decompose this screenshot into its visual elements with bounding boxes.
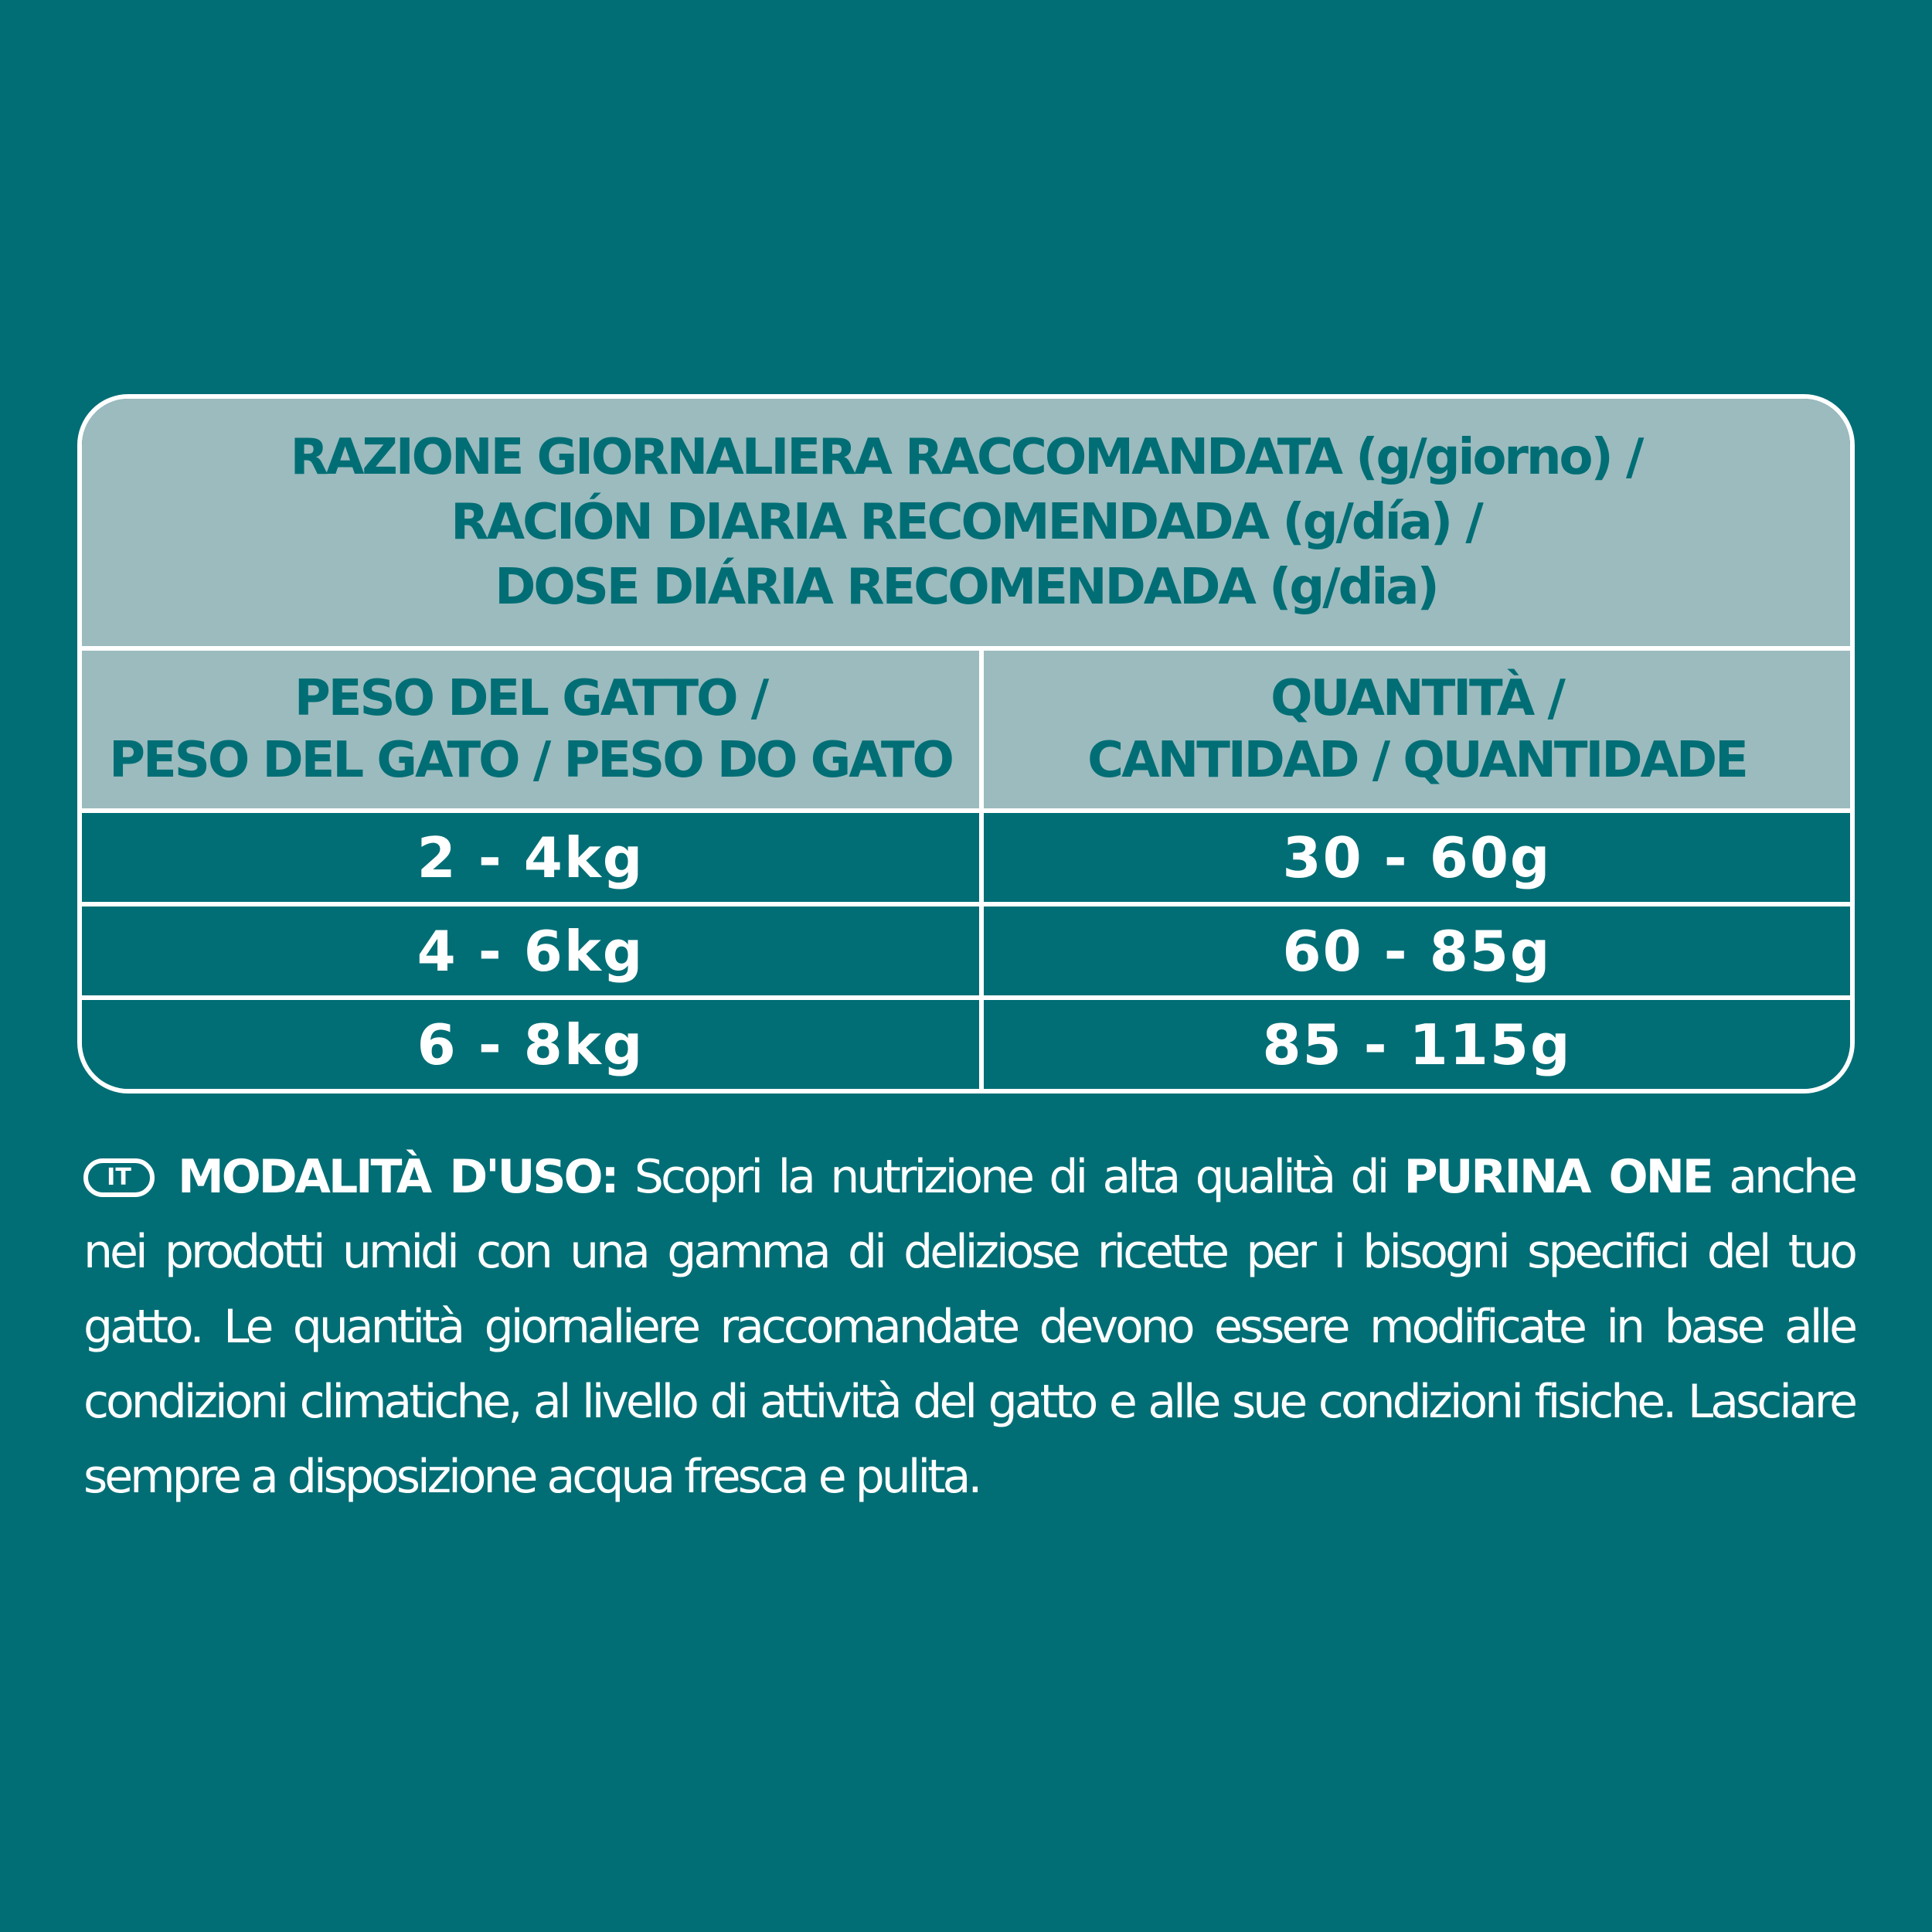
title-line-es: RACIÓN DIARIA RECOMENDADA (g/día) /: [451, 494, 1481, 551]
usage-text-before-brand: Scopri la nutrizione di alta qualità di: [617, 1150, 1404, 1204]
table-row: [82, 1000, 1850, 1089]
amount-cell: [984, 813, 1850, 902]
header-cat-weight-line-1: PESO DEL GATTO /: [294, 670, 767, 727]
table-row: [82, 813, 1850, 906]
header-cat-weight: [82, 651, 984, 808]
usage-text-after-brand: anche nei prodotti umidi con una gamma di deliziose ricette per i bisogni specifici del tuo gatto. Le quantità giornaliere raccomandate devono essere modificate in base alle condizioni climatiche, al livello di attività del gatto e alle sue condizioni fisiche. Lasciare sempre a disposizione acqua fresca e pulita.: [83, 1150, 1855, 1504]
usage-label: MODALITÀ D'USO:: [178, 1150, 617, 1204]
usage-instructions: [83, 1140, 1855, 1515]
amount-value: 85 - 115g: [1262, 1012, 1572, 1077]
amount-cell: [984, 1000, 1850, 1089]
header-quantity-line-1: QUANTITÀ /: [1270, 670, 1563, 727]
title-line-it: RAZIONE GIORNALIERA RACCOMANDATA (g/giorno) /: [290, 429, 1642, 486]
weight-cell: [82, 813, 984, 902]
feeding-table: [77, 394, 1855, 1094]
table-title: [82, 399, 1850, 651]
table-header-row: [82, 651, 1850, 813]
header-quantity-line-2: CANTIDAD / QUANTIDADE: [1087, 732, 1747, 789]
amount-value: 30 - 60g: [1282, 825, 1552, 890]
brand-name: PURINA ONE: [1403, 1150, 1712, 1204]
title-line-pt: DOSE DIÁRIA RECOMENDADA (g/dia): [495, 559, 1437, 616]
weight-value: 4 - 6kg: [417, 918, 645, 984]
table-row: [82, 906, 1850, 1000]
weight-value: 2 - 4kg: [417, 825, 645, 890]
weight-cell: [82, 906, 984, 995]
header-cat-weight-line-2: PESO DEL GATO / PESO DO GATO: [109, 732, 952, 789]
header-quantity: [984, 651, 1850, 808]
weight-value: 6 - 8kg: [417, 1012, 645, 1077]
amount-cell: [984, 906, 1850, 995]
weight-cell: [82, 1000, 984, 1089]
language-badge-it: IT: [83, 1158, 155, 1197]
amount-value: 60 - 85g: [1282, 918, 1552, 984]
